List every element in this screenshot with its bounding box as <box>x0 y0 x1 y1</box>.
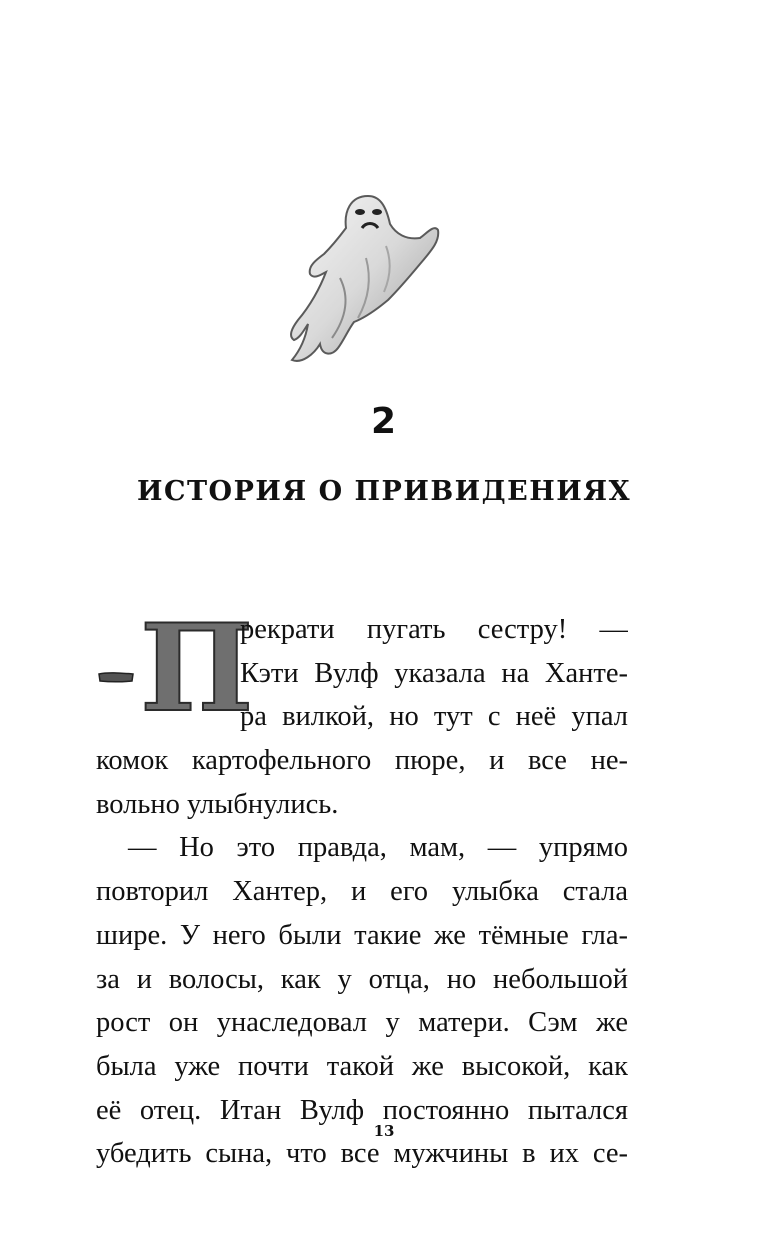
text-line: — Но это правда, мам, — упрямо <box>128 832 628 864</box>
text-line: была уже почти такой же высокой, как <box>96 1050 628 1082</box>
body-text <box>96 598 628 1176</box>
text-line: шире. У него были такие же тёмные гла- <box>96 919 628 951</box>
text-line: её отец. Итан Вулф постоянно пытался <box>96 1094 628 1126</box>
text-line: вольно улыбнулись. <box>96 788 339 820</box>
text-line: комок картофельного пюре, и все не- <box>96 745 628 777</box>
text-line: повторил Хантер, и его улыбка стала <box>96 876 628 908</box>
ghost-icon <box>280 188 450 368</box>
text-line: ра вилкой, но тут с неё упал <box>240 701 628 733</box>
drop-cap-letter: П <box>140 598 254 739</box>
text-line: рекрати пугать сестру! — <box>240 614 628 645</box>
chapter-title: ИСТОРИЯ О ПРИВИДЕНИЯХ <box>136 476 632 507</box>
chapter-number: 2 <box>370 401 398 442</box>
text-line: рост он унаследовал у матери. Сэм же <box>96 1007 628 1039</box>
text-line: за и волосы, как у отца, но небольшой <box>96 963 628 995</box>
page-number: 13 <box>373 1122 395 1140</box>
text-line: Кэти Вулф указала на Ханте- <box>240 657 628 689</box>
text-line: убедить сына, что все мужчины в их се- <box>96 1138 628 1170</box>
